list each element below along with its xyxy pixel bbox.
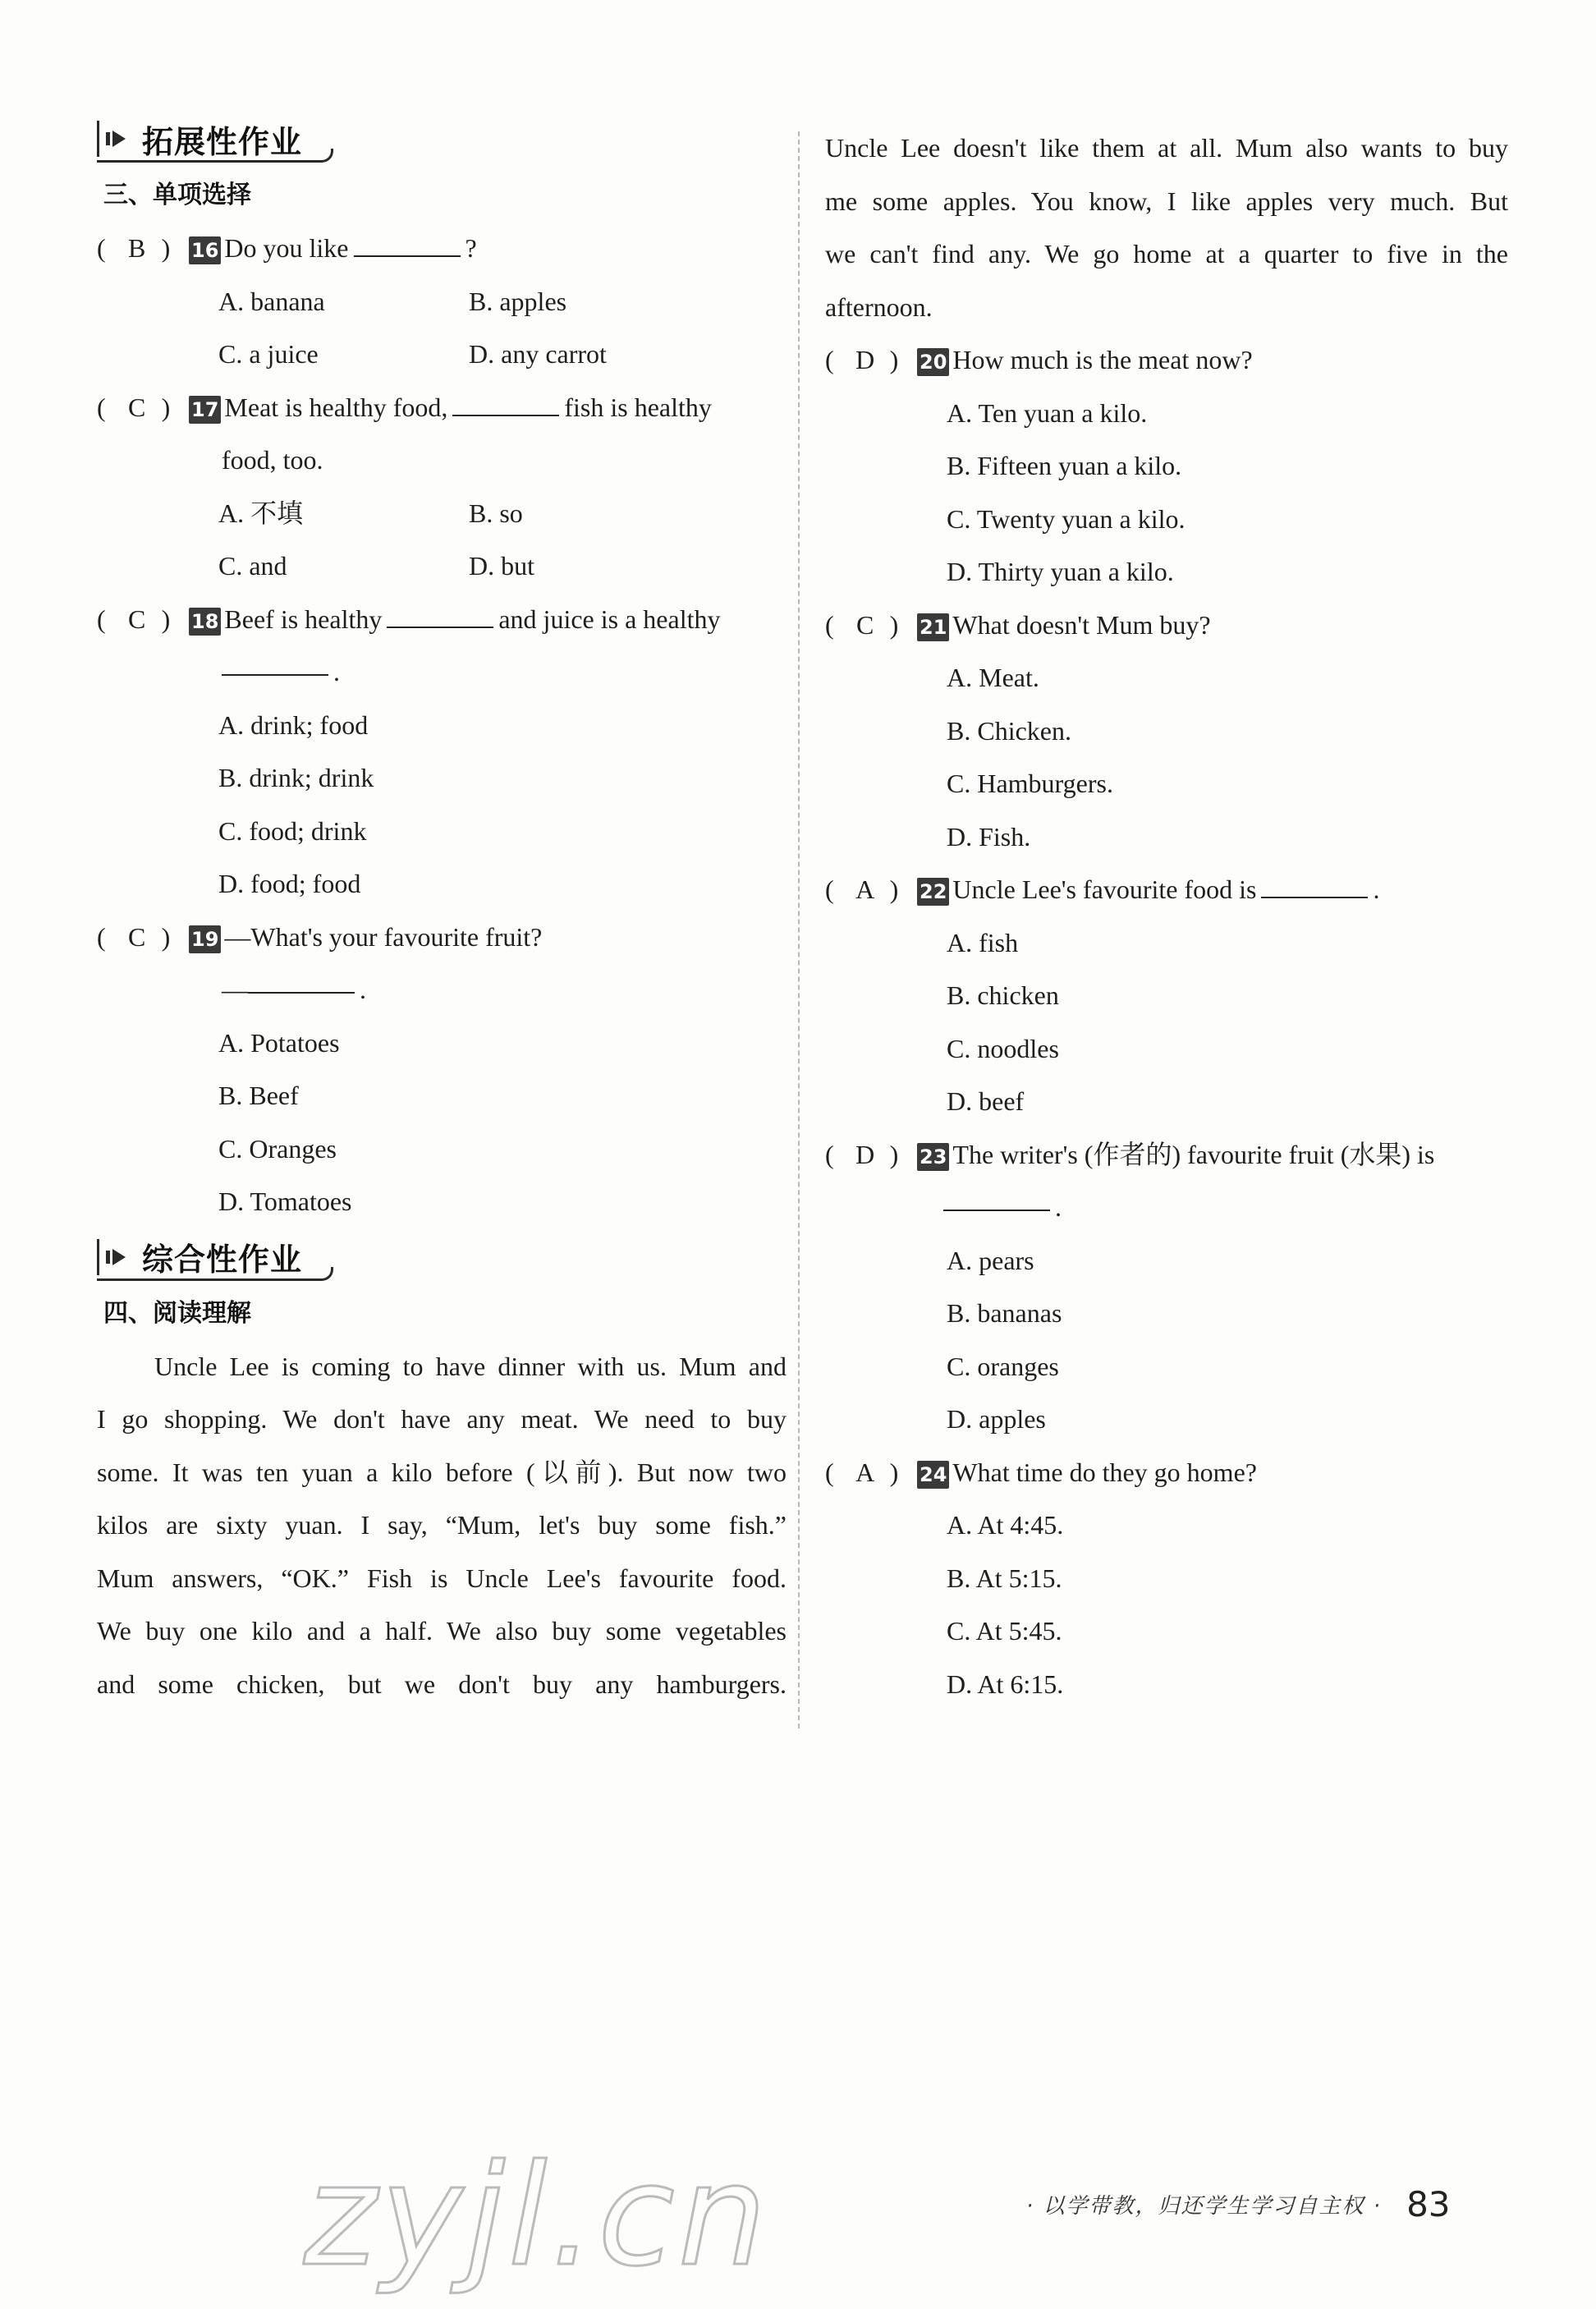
option: D. any carrot (469, 339, 607, 369)
question-number: 23 (917, 1143, 949, 1171)
question-24 (825, 1446, 1508, 1499)
reading-passage-right (825, 122, 1508, 333)
watermark-logo: zyjl.cn (304, 2135, 770, 2298)
question-17 (97, 381, 787, 434)
question-21 (825, 599, 1508, 652)
answer-paren: ( C ) (97, 381, 189, 434)
option: D. apples (947, 1404, 1046, 1434)
blank (222, 673, 328, 676)
passage-line: and some chicken, but we don't buy any hamburgers. (97, 1669, 787, 1699)
passage-line: afternoon. (825, 291, 933, 322)
question-number: 19 (189, 925, 221, 953)
option: C. food; drink (218, 815, 367, 846)
question-text: —What's your favourite fruit? (224, 921, 543, 952)
passage-line: Mum answers, “OK.” Fish is Uncle Lee's favourite food. (97, 1563, 787, 1593)
passage-line: We buy one kilo and a half. We also buy some vegetables (97, 1616, 787, 1646)
question-19-cont (97, 963, 787, 1017)
option: B. Chicken. (947, 715, 1071, 746)
question-text: What time do they go home? (952, 1457, 1257, 1487)
question-text: Do you like (224, 233, 349, 263)
period: . (360, 975, 366, 1004)
question-number: 16 (189, 236, 221, 264)
option: D. but (469, 551, 534, 581)
passage-line: Uncle Lee is coming to have dinner with us. Mum and (154, 1351, 787, 1381)
question-text-end: and juice is a healthy (498, 604, 721, 634)
option: D. At 6:15. (947, 1669, 1064, 1699)
answer: C (127, 604, 146, 634)
question-text: Uncle Lee's favourite food is (952, 874, 1257, 904)
banner-underline (97, 149, 333, 163)
passage-line: some. It was ten yuan a kilo before (以前). But now two (97, 1457, 787, 1487)
blank (452, 414, 559, 416)
question-number: 18 (189, 608, 221, 636)
question-text: What doesn't Mum buy? (952, 609, 1211, 640)
answer-paren: ( C ) (97, 593, 189, 646)
answer: A (855, 874, 875, 904)
blank (1261, 896, 1368, 898)
question-23 (825, 1128, 1508, 1182)
banner-underline (97, 1267, 333, 1281)
option: B. Fifteen yuan a kilo. (947, 451, 1182, 480)
blank (354, 255, 461, 257)
reading-passage-left (97, 1340, 787, 1711)
answer: B (127, 233, 146, 263)
answer-paren: ( D ) (825, 1128, 917, 1182)
option: C. Twenty yuan a kilo. (947, 503, 1186, 534)
option: D. Thirty yuan a kilo. (947, 557, 1174, 586)
option: C. At 5:45. (947, 1616, 1062, 1646)
option: B. so (469, 498, 523, 528)
answer-paren: ( A ) (825, 863, 917, 916)
question-text: The writer's (作者的) favourite fruit (水果) is (952, 1139, 1435, 1169)
answer: C (127, 921, 146, 952)
section-title-single-choice: 三、单项选择 (103, 181, 251, 209)
option: C. Oranges (218, 1133, 337, 1164)
answer: D (855, 345, 875, 374)
blank (943, 1209, 1050, 1211)
left-column (97, 115, 787, 1710)
question-text-end: . (1373, 874, 1380, 904)
option: C. noodles (947, 1033, 1059, 1063)
option: A. Potatoes (218, 1027, 340, 1058)
answer-paren: ( C ) (825, 599, 917, 652)
question-20 (825, 333, 1508, 387)
option: C. Hamburgers. (947, 769, 1113, 798)
options-17-row1 (97, 487, 787, 540)
page-number (1406, 2184, 1450, 2224)
banner-comprehensive-homework (97, 1233, 787, 1281)
blank (387, 626, 493, 628)
question-23-cont (825, 1181, 1508, 1234)
options-16-row1 (97, 275, 787, 328)
option: C. a juice (218, 339, 319, 369)
question-number: 22 (917, 878, 949, 906)
option: A. 不填 (218, 498, 304, 528)
question-16 (97, 222, 787, 275)
question-text: Beef is healthy (224, 604, 383, 634)
option: D. food; food (218, 869, 361, 898)
option: A. fish (947, 927, 1019, 957)
option: C. oranges (947, 1351, 1059, 1381)
option: B. apples (469, 286, 567, 316)
passage-line: I go shopping. We don't have any meat. We need to buy (97, 1404, 787, 1434)
question-17-cont: food, too. (222, 445, 323, 475)
answer: C (855, 609, 874, 640)
question-18 (97, 593, 787, 646)
banner-title: 拓展性作业 (142, 123, 303, 160)
question-number: 20 (917, 348, 949, 376)
option: B. At 5:15. (947, 1563, 1062, 1593)
option: C. and (218, 551, 287, 581)
section-title-reading: 四、阅读理解 (103, 1298, 251, 1328)
question-text: Meat is healthy food, (224, 392, 448, 422)
answer-paren: ( A ) (825, 1446, 917, 1499)
right-column (825, 122, 1508, 1710)
dash: — (222, 975, 248, 1004)
option: A. Meat. (947, 663, 1039, 692)
answer: D (855, 1139, 875, 1169)
footer-slogan: · 以学带教，归还学生学习自主权 · (1026, 2194, 1383, 2219)
option: A. banana (218, 286, 325, 316)
option: A. drink; food (218, 709, 369, 740)
question-number: 21 (917, 613, 949, 641)
option: B. chicken (947, 980, 1059, 1010)
answer-paren: ( C ) (97, 911, 189, 964)
banner-extension-homework (97, 115, 787, 163)
passage-line: Uncle Lee doesn't like them at all. Mum also wants to buy (825, 133, 1508, 163)
answer-paren: ( B ) (97, 222, 189, 275)
question-number: 17 (189, 396, 221, 424)
options-16-row2 (97, 328, 787, 381)
options-17-row2 (97, 539, 787, 593)
option: B. Beef (218, 1081, 299, 1110)
answer-paren: ( D ) (825, 333, 917, 387)
option: D. beef (947, 1086, 1025, 1116)
question-text: How much is the meat now? (952, 345, 1253, 374)
option: B. bananas (947, 1298, 1062, 1328)
option: A. pears (947, 1245, 1034, 1275)
passage-line: me some apples. You know, I like apples very much. But (825, 186, 1508, 216)
passage-line: kilos are sixty yuan. I say, “Mum, let's buy some fish.” (97, 1510, 787, 1540)
question-22 (825, 863, 1508, 916)
banner-title: 综合性作业 (142, 1242, 303, 1278)
question-number: 24 (917, 1461, 949, 1489)
option: B. drink; drink (218, 763, 374, 792)
answer: A (855, 1457, 875, 1487)
question-18-cont (97, 645, 787, 699)
period: . (333, 657, 340, 686)
period: . (1055, 1192, 1062, 1222)
question-text-end: fish is healthy (564, 392, 712, 422)
option: D. Fish. (947, 821, 1031, 852)
question-text-end: ? (465, 233, 477, 263)
page-footer (1026, 2184, 1451, 2224)
answer: C (127, 392, 146, 422)
option: A. At 4:45. (947, 1510, 1064, 1540)
option: D. Tomatoes (218, 1187, 352, 1216)
question-19 (97, 911, 787, 964)
passage-line: we can't find any. We go home at a quarter to five in the (825, 239, 1508, 269)
page-number-text: 83 (1406, 2184, 1451, 2224)
option: A. Ten yuan a kilo. (947, 397, 1148, 428)
column-divider (798, 131, 800, 1728)
blank (248, 991, 355, 994)
